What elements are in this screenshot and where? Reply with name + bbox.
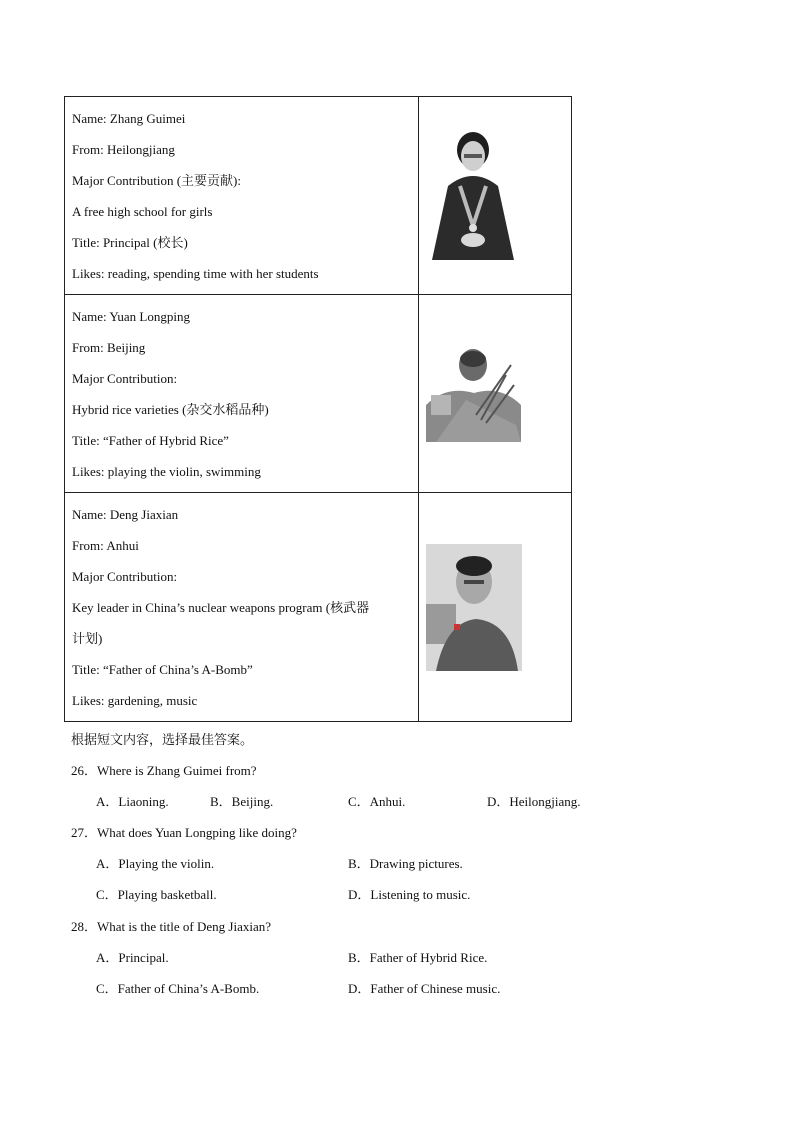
profile-contribution-label: Major Contribution:	[72, 371, 178, 386]
profile-title: Title: “Father of China’s A-Bomb”	[72, 662, 253, 677]
question-28: 28．What is the title of Deng Jiaxian?	[71, 919, 272, 934]
option-26-b[interactable]: B．Beijing.	[210, 794, 274, 809]
profile-row	[65, 97, 572, 295]
portrait-photo-yuan	[426, 345, 521, 442]
profile-contribution-label: Major Contribution (主要贡献):	[72, 173, 241, 188]
profile-row	[65, 493, 572, 722]
option-26-a[interactable]: A．Liaoning.	[96, 794, 169, 809]
profile-from: From: Heilongjiang	[72, 142, 175, 157]
profile-name: Name: Deng Jiaxian	[72, 507, 179, 522]
portrait-photo-deng	[426, 544, 522, 671]
profile-from: From: Anhui	[72, 538, 139, 553]
profile-photo-cell	[418, 493, 571, 722]
option-28-a[interactable]: A．Principal.	[96, 950, 169, 965]
profile-name: Name: Yuan Longping	[72, 309, 190, 324]
option-27-b[interactable]: B．Drawing pictures.	[348, 856, 463, 871]
profile-from: From: Beijing	[72, 340, 146, 355]
question-26: 26．Where is Zhang Guimei from?	[71, 763, 257, 778]
profile-title: Title: “Father of Hybrid Rice”	[72, 433, 229, 448]
portrait-photo-zhang	[426, 128, 521, 263]
option-26-c[interactable]: C．Anhui.	[348, 794, 406, 809]
option-28-b[interactable]: B．Father of Hybrid Rice.	[348, 950, 488, 965]
profile-contribution: Key leader in China’s nuclear weapons program (核武器	[72, 600, 370, 615]
profile-likes: Likes: playing the violin, swimming	[72, 464, 261, 479]
option-28-d[interactable]: D．Father of Chinese music.	[348, 981, 501, 996]
profile-contribution-cont: 计划)	[72, 631, 103, 646]
profile-likes: Likes: reading, spending time with her students	[72, 266, 319, 281]
question-27: 27．What does Yuan Longping like doing?	[71, 825, 297, 840]
instruction: 根据短文内容，选择最佳答案。	[71, 732, 254, 747]
option-27-a[interactable]: A．Playing the violin.	[96, 856, 215, 871]
option-27-d[interactable]: D．Listening to music.	[348, 887, 471, 902]
profile-contribution: A free high school for girls	[72, 204, 213, 219]
profile-photo-cell	[418, 97, 571, 295]
profiles-table	[64, 96, 572, 722]
profile-name: Name: Zhang Guimei	[72, 111, 186, 126]
profile-contribution: Hybrid rice varieties (杂交水稻品种)	[72, 402, 269, 417]
profile-info	[65, 295, 419, 493]
option-27-c[interactable]: C．Playing basketball.	[96, 887, 217, 902]
profile-likes: Likes: gardening, music	[72, 693, 198, 708]
profile-title: Title: Principal (校长)	[72, 235, 188, 250]
profile-info	[65, 493, 419, 722]
profile-contribution-label: Major Contribution:	[72, 569, 178, 584]
profile-photo-cell	[418, 295, 571, 493]
option-28-c[interactable]: C．Father of China’s A-Bomb.	[96, 981, 260, 996]
profile-info	[65, 97, 419, 295]
option-26-d[interactable]: D．Heilongjiang.	[487, 794, 581, 809]
profile-row	[65, 295, 572, 493]
